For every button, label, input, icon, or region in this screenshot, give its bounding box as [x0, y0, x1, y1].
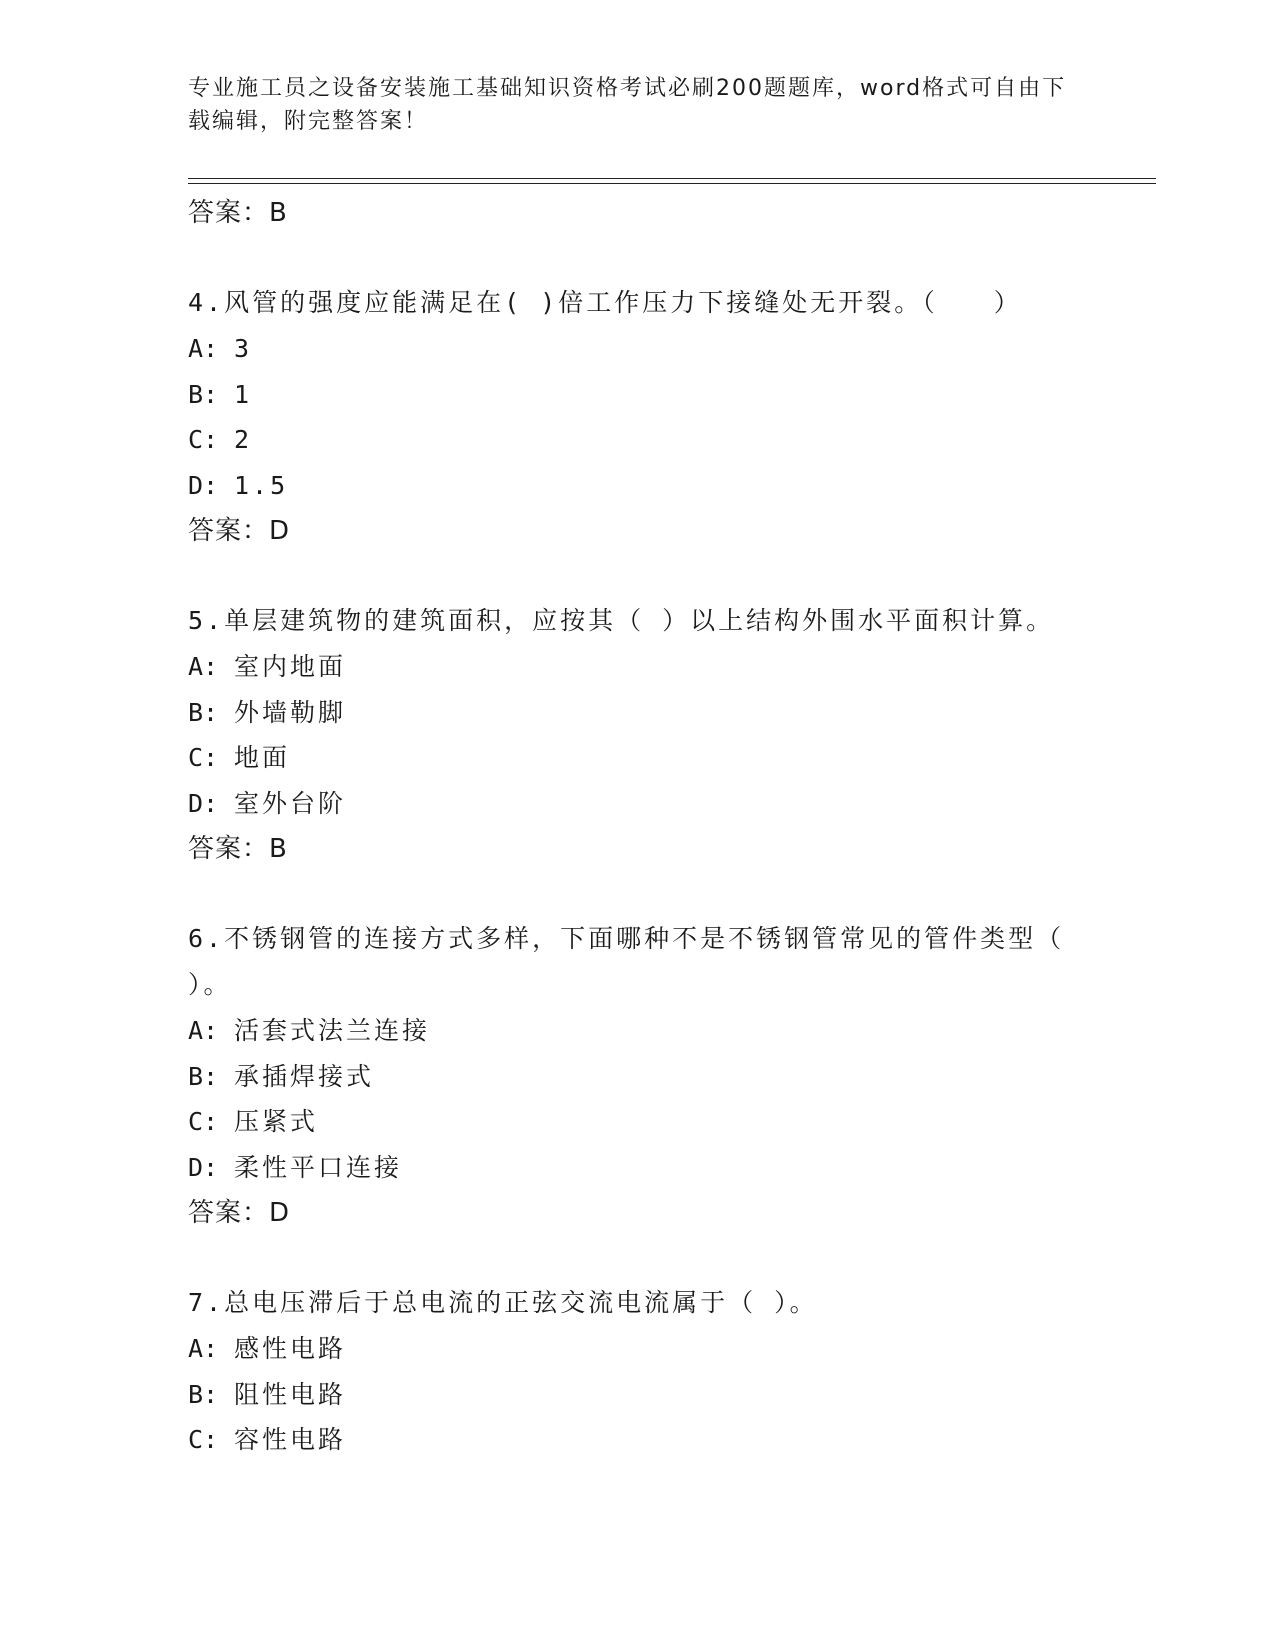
option-text: 室外台阶 [234, 788, 347, 818]
option-letter: C: [188, 1107, 219, 1136]
answer-value: B [269, 198, 288, 228]
answer-value: D [269, 1198, 291, 1228]
question-stem: 6.不锈钢管的连接方式多样，下面哪种不是不锈钢管常见的管件类型（ ）。 [188, 924, 1065, 999]
option-letter: A: [188, 334, 219, 363]
option-letter: A: [188, 652, 219, 681]
question-stem: 7.总电压滞后于总电流的正弦交流电流属于（ ）。 [188, 1288, 818, 1317]
option-b [188, 372, 1108, 418]
option-d [188, 781, 1108, 827]
option-letter: C: [188, 743, 219, 772]
option-a [188, 1326, 1108, 1372]
header-divider-top [188, 178, 1156, 179]
option-letter: D: [188, 470, 219, 500]
option-letter: B: [188, 379, 219, 409]
option-letter: B: [188, 1379, 219, 1409]
option-letter: D: [188, 788, 219, 818]
option-c [188, 735, 1108, 781]
answer-value: D [269, 516, 291, 546]
option-letter: C: [188, 1425, 219, 1454]
answer-line [188, 190, 1108, 236]
option-a [188, 1008, 1108, 1054]
option-text: 承插焊接式 [234, 1061, 375, 1091]
header-divider-bottom [188, 183, 1156, 184]
option-letter: C: [188, 425, 219, 454]
option-text: 2 [234, 425, 253, 454]
option-text: 压紧式 [234, 1107, 319, 1136]
option-b [188, 1054, 1108, 1100]
option-letter: A: [188, 1016, 219, 1045]
option-text: 活套式法兰连接 [234, 1016, 431, 1045]
option-d [188, 463, 1108, 509]
answer-line [188, 1190, 1108, 1236]
option-c [188, 417, 1108, 463]
option-letter: A: [188, 1334, 219, 1363]
option-text: 感性电路 [234, 1334, 347, 1363]
answer-label: 答案： [188, 1198, 270, 1228]
option-b [188, 1372, 1108, 1418]
option-text: 3 [234, 334, 253, 363]
question-spacer [188, 554, 1108, 598]
option-a [188, 326, 1108, 372]
answer-value: B [269, 834, 288, 864]
answer-label: 答案： [188, 516, 270, 546]
option-d [188, 1145, 1108, 1191]
answer-line [188, 508, 1108, 554]
option-a [188, 644, 1108, 690]
question-list [188, 190, 1108, 1463]
answer-label: 答案： [188, 834, 270, 864]
question-spacer [188, 872, 1108, 916]
option-text: 1.5 [234, 470, 289, 500]
page-header-title: 专业施工员之设备安装施工基础知识资格考试必刷200题题库，word格式可自由下载编辑，附完整答案！ [188, 76, 1067, 134]
answer-line [188, 826, 1108, 872]
option-c [188, 1417, 1108, 1463]
option-letter: B: [188, 697, 219, 727]
option-b [188, 690, 1108, 736]
option-letter: D: [188, 1152, 219, 1182]
option-text: 外墙勒脚 [234, 697, 347, 727]
option-text: 柔性平口连接 [234, 1152, 403, 1182]
answer-label: 答案： [188, 198, 270, 228]
question-spacer [188, 236, 1108, 280]
option-letter: B: [188, 1061, 219, 1091]
option-text: 容性电路 [234, 1425, 347, 1454]
question-spacer [188, 1236, 1108, 1280]
question-stem: 4.风管的强度应能满足在( )倍工作压力下接缝处无开裂。（ ） [188, 288, 1022, 317]
option-text: 1 [234, 379, 253, 409]
option-text: 地面 [234, 743, 291, 772]
option-c [188, 1099, 1108, 1145]
question-stem: 5.单层建筑物的建筑面积，应按其（ ）以上结构外围水平面积计算。 [188, 606, 1055, 635]
option-text: 阻性电路 [234, 1379, 347, 1409]
option-text: 室内地面 [234, 652, 347, 681]
